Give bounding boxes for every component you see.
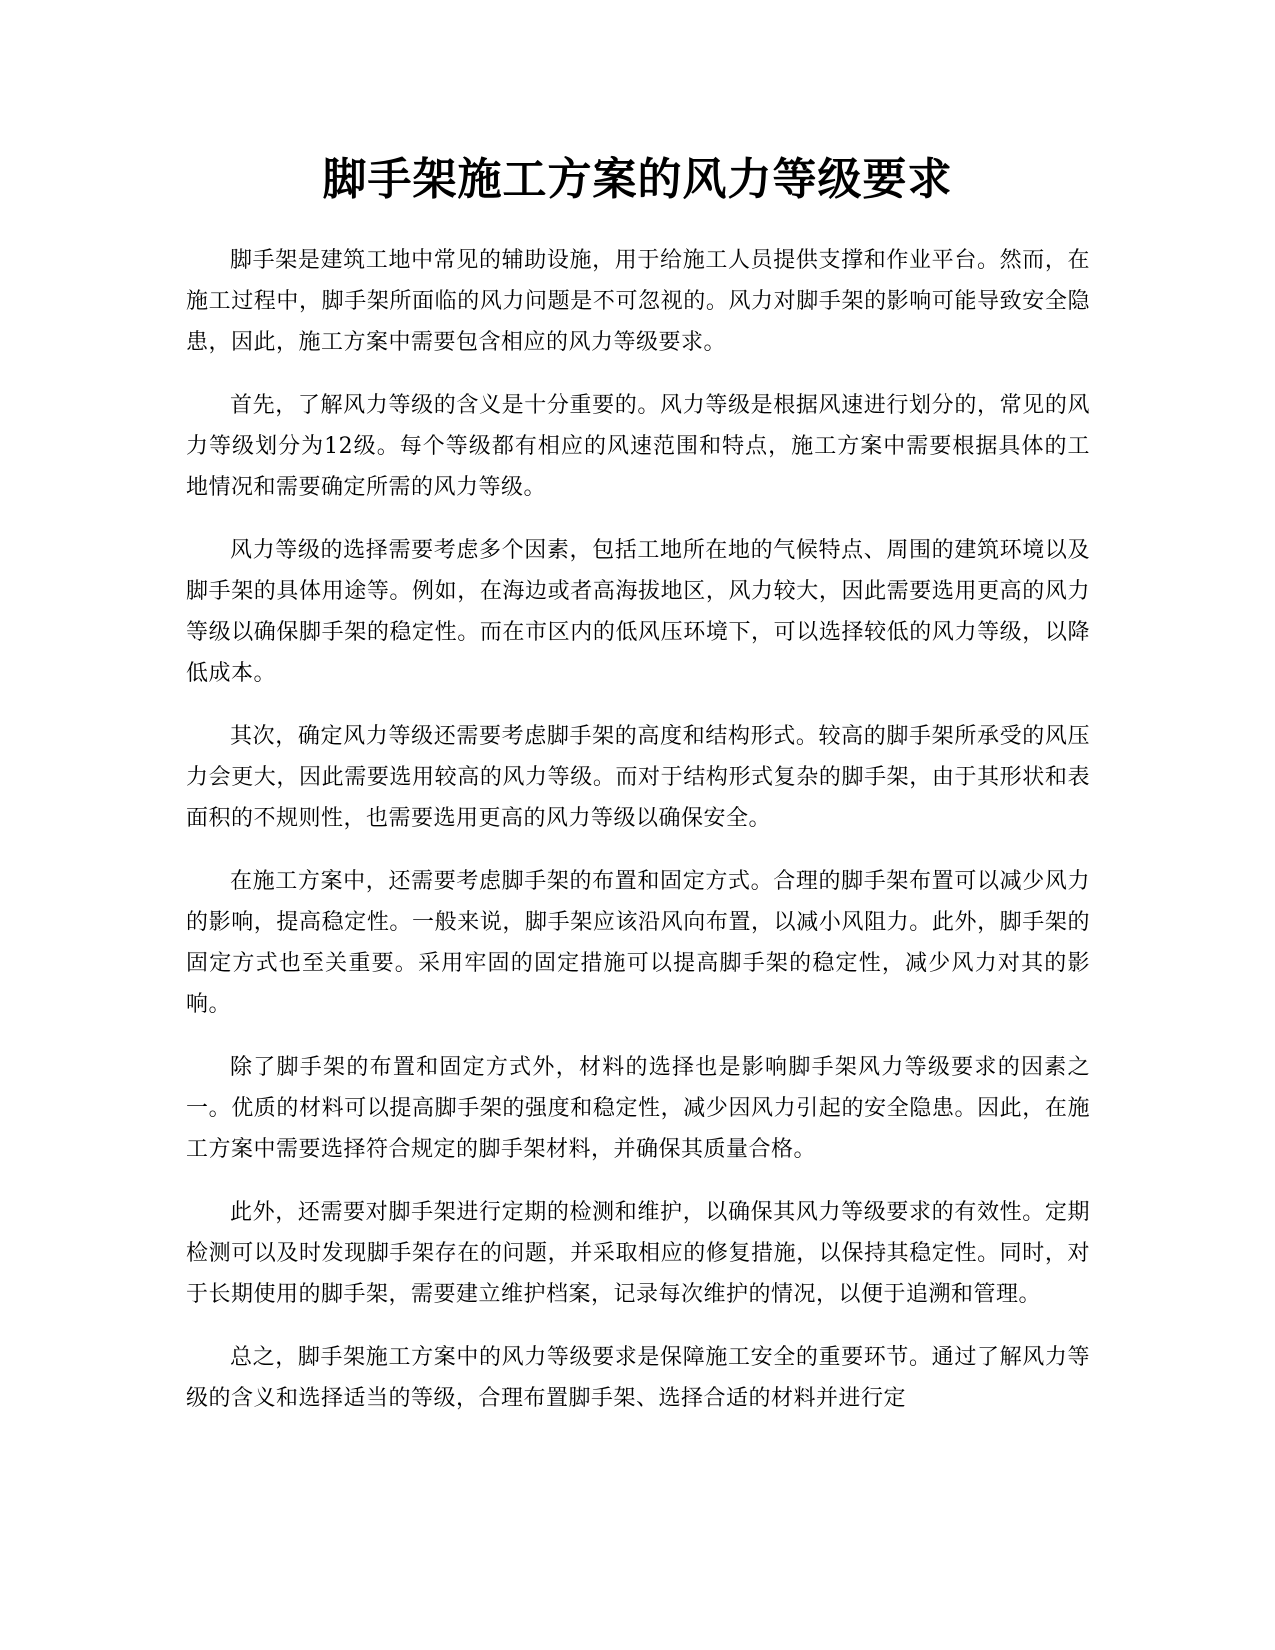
paragraph: 除了脚手架的布置和固定方式外，材料的选择也是影响脚手架风力等级要求的因素之一。优质的材料可以提高脚手架的强度和稳定性，减少因风力引起的安全隐患。因此，在施工方案中需要选择符合规定的脚手架材料，并确保其质量合格。: [186, 1055, 1090, 1162]
document-body: [186, 240, 1090, 1441]
paragraph: 其次，确定风力等级还需要考虑脚手架的高度和结构形式。较高的脚手架所承受的风压力会更大，因此需要选用较高的风力等级。而对于结构形式复杂的脚手架，由于其形状和表面积的不规则性，也需要选用更高的风力等级以确保安全。: [186, 724, 1090, 831]
paragraph: 脚手架是建筑工地中常见的辅助设施，用于给施工人员提供支撑和作业平台。然而，在施工过程中，脚手架所面临的风力问题是不可忽视的。风力对脚手架的影响可能导致安全隐患，因此，施工方案中需要包含相应的风力等级要求。: [186, 248, 1090, 355]
paragraph: 首先，了解风力等级的含义是十分重要的。风力等级是根据风速进行划分的，常见的风力等级划分为12级。每个等级都有相应的风速范围和特点，施工方案中需要根据具体的工地情况和需要确定所需的风力等级。: [186, 393, 1090, 500]
paragraph: 在施工方案中，还需要考虑脚手架的布置和固定方式。合理的脚手架布置可以减少风力的影响，提高稳定性。一般来说，脚手架应该沿风向布置，以减小风阻力。此外，脚手架的固定方式也至关重要。采用牢固的固定措施可以提高脚手架的稳定性，减少风力对其的影响。: [186, 869, 1090, 1017]
paragraph: 此外，还需要对脚手架进行定期的检测和维护，以确保其风力等级要求的有效性。定期检测可以及时发现脚手架存在的问题，并采取相应的修复措施，以保持其稳定性。同时，对于长期使用的脚手架，需要建立维护档案，记录每次维护的情况，以便于追溯和管理。: [186, 1200, 1090, 1307]
paragraph: 风力等级的选择需要考虑多个因素，包括工地所在地的气候特点、周围的建筑环境以及脚手架的具体用途等。例如，在海边或者高海拔地区，风力较大，因此需要选用更高的风力等级以确保脚手架的稳定性。而在市区内的低风压环境下，可以选择较低的风力等级，以降低成本。: [186, 538, 1090, 686]
paragraph: 总之，脚手架施工方案中的风力等级要求是保障施工安全的重要环节。通过了解风力等级的含义和选择适当的等级，合理布置脚手架、选择合适的材料并进行定: [186, 1345, 1090, 1411]
document-title: 脚手架施工方案的风力等级要求: [322, 154, 953, 205]
